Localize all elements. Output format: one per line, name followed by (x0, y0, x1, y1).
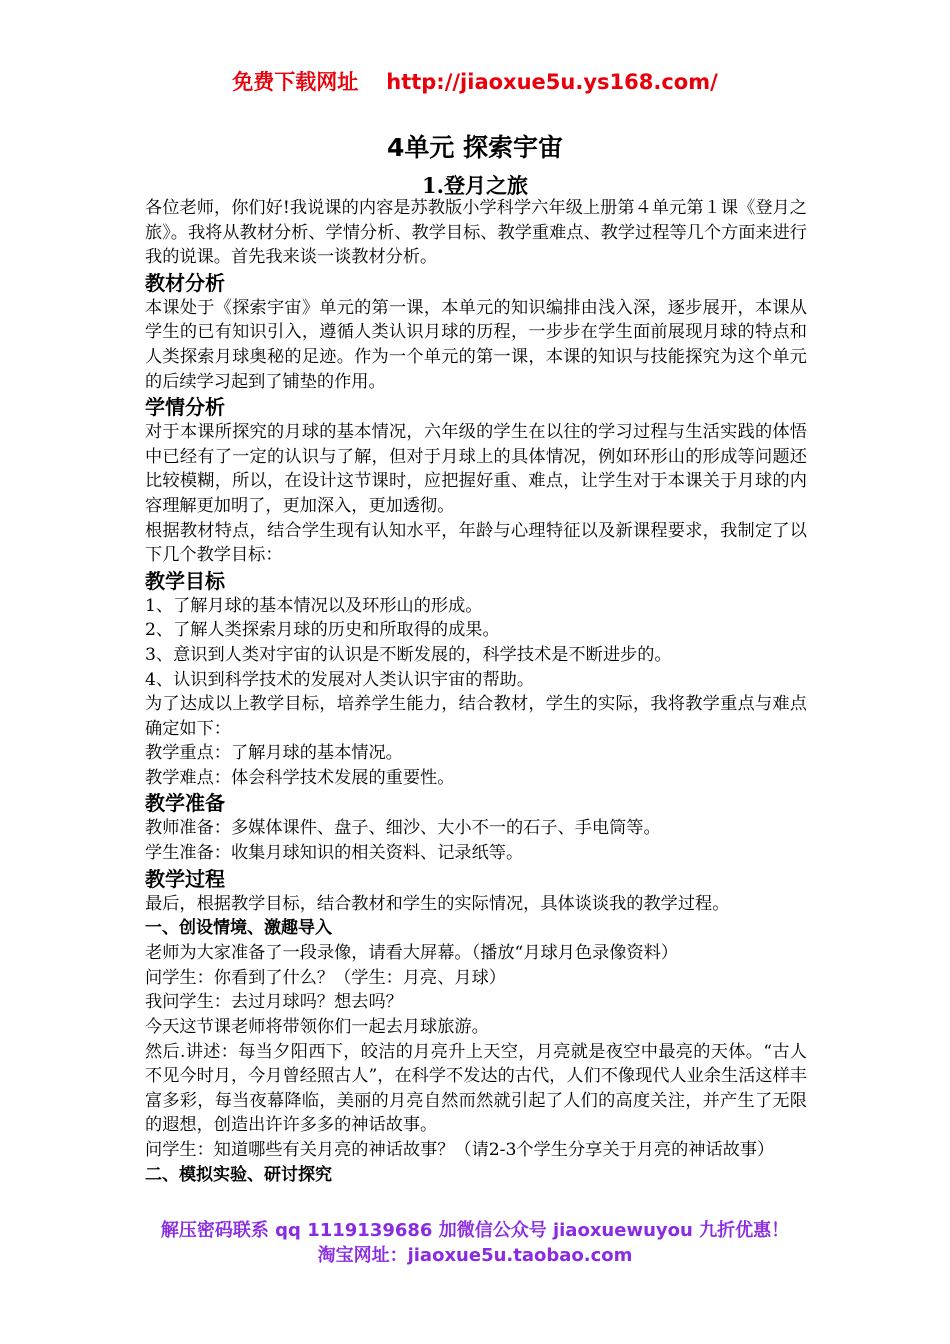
student-prep-line: 学生准备：收集月球知识的相关资料、记录纸等。 (145, 843, 524, 864)
lesson-title: 1.登月之旅 (422, 173, 528, 198)
goal-item: 3、意识到人类对宇宙的认识是不断发展的，科学技术是不断进步的。 (145, 644, 672, 665)
footer-contact-line: 解压密码联系 qq 1119139686 加微信公众号 jiaoxuewuyou 九折优惠！ (160, 1220, 790, 1241)
goal-item: 4、认识到科学技术的发展对人类认识宇宙的帮助。 (145, 669, 535, 690)
process-line: 我问学生：去过月球吗？想去吗？ (145, 992, 403, 1013)
download-label: 免费下载网址 (232, 70, 359, 94)
unit-title: 4单元 探索宇宙 (386, 133, 564, 162)
textbook-analysis-heading: 教材分析 (145, 270, 225, 295)
download-url-link[interactable]: http://jiaoxue5u.ys168.com/ (386, 70, 718, 94)
preparation-heading: 教学准备 (145, 791, 225, 816)
process-line: 问学生：知道哪些有关月亮的神话故事？（请2-3个学生分享关于月亮的神话故事） (145, 1140, 775, 1160)
key-point-line: 教学重点：了解月球的基本情况。 (145, 743, 403, 764)
process-line: 今天这节课老师将带领你们一起去月球旅游。 (145, 1017, 489, 1038)
process-line: 然后.讲述：每当夕阳西下，皎洁的月亮升上天空，月亮就是夜空中最亮的天体。“古人不见今时月，今月曾经照古人”，在科学不发达的古代，人们不像现代人业余生活这样丰富多彩，每当夜幕降临，美丽的月亮自然而然就引起了人们的高度关注，并产生了无限的遐想，创造出许许多多的神话故事。 (145, 1041, 807, 1136)
teacher-prep-line: 教师准备：多媒体课件、盘子、细沙、大小不一的石子、手电筒等。 (145, 818, 661, 839)
document-body (145, 196, 807, 1188)
difficulty-line: 教学难点：体会科学技术发展的重要性。 (145, 767, 455, 788)
intro-paragraph: 各位老师，你们好!我说课的内容是苏教版小学科学六年级上册第４单元第１课《登月之旅》。我将从教材分析、学情分析、教学目标、教学重难点、教学过程等几个方面来进行我的说课。首先我来谈一谈教材分析。 (145, 198, 807, 268)
learner-analysis-paragraph: 对于本课所探究的月球的基本情况，六年级的学生在以往的学习过程与生活实践的体悟中已经有了一定的认识与了解，但对于月球上的具体情况，例如环形山的形成等问题还比较模糊，所以，在设计这节课时，应把握好重、难点，让学生对于本课关于月球的内容理解更加明了，更加深入，更加透彻。 (145, 422, 807, 516)
process-line: 问学生：你看到了什么？（学生：月亮、月球） (145, 967, 506, 988)
section2-heading: 二、模拟实验、研讨探究 (145, 1164, 332, 1185)
learner-analysis-heading: 学情分析 (145, 395, 225, 420)
textbook-analysis-paragraph: 本课处于《探索宇宙》单元的第一课，本单元的知识编排由浅入深，逐步展开，本课从学生的已有知识引入，遵循人类认识月球的历程，一步步在学生面前展现月球的特点和人类探索月球奥秘的足迹。作为一个单元的第一课，本课的知识与技能探究为这个单元的后续学习起到了铺垫的作用。 (145, 297, 807, 392)
teaching-goals-heading: 教学目标 (145, 568, 225, 593)
footer-shop-link[interactable]: 淘宝网址：jiaoxue5u.taobao.com (317, 1245, 633, 1266)
goals-transition-paragraph: 为了达成以上教学目标，培养学生能力，结合教材，学生的实际，我将教学重点与难点确定如下： (145, 694, 807, 739)
download-banner (0, 66, 950, 96)
footer-banner (0, 1218, 950, 1268)
goals-lead-paragraph: 根据教材特点，结合学生现有认知水平，年龄与心理特征以及新课程要求，我制定了以下几个教学目标： (145, 520, 807, 566)
goal-item: 2、了解人类探索月球的历史和所取得的成果。 (145, 620, 500, 641)
process-intro-paragraph: 最后，根据教学目标，结合教材和学生的实际情况，具体谈谈我的教学过程。 (145, 893, 730, 914)
goal-item: 1、了解月球的基本情况以及环形山的形成。 (145, 595, 483, 616)
section1-heading: 一、创设情境、激趣导入 (145, 918, 332, 939)
process-heading: 教学过程 (145, 866, 225, 891)
process-line: 老师为大家准备了一段录像，请看大屏幕。（播放“月球月色录像资料） (145, 943, 679, 964)
